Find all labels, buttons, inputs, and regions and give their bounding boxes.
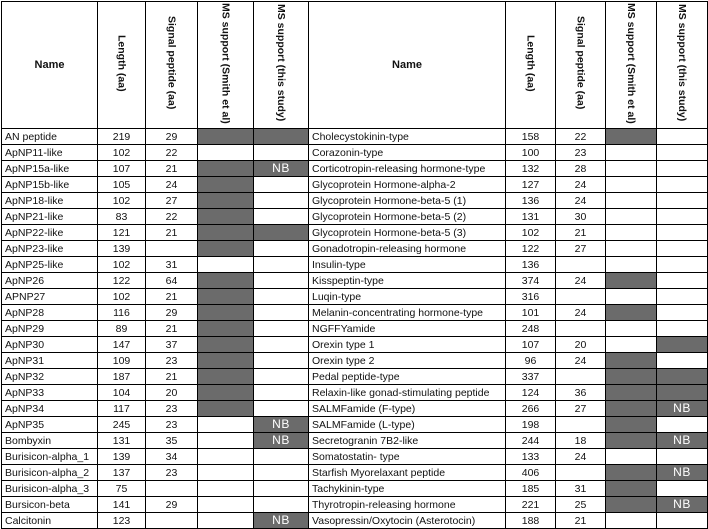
cell-name: Burisicon-alpha_3	[2, 481, 98, 497]
ms-this-indicator	[254, 129, 309, 145]
cell-length: 102	[98, 145, 146, 161]
cell-name: Glycoprotein Hormone-beta-5 (3)	[309, 225, 506, 241]
cell-signal: 21	[146, 321, 198, 337]
ms-smith-indicator	[198, 385, 254, 401]
cell-name: ApNP31	[2, 353, 98, 369]
cell-length: 147	[98, 337, 146, 353]
cell-length: 337	[506, 369, 556, 385]
cell-name: ApNP28	[2, 305, 98, 321]
ms-smith-indicator	[198, 337, 254, 353]
ms-smith-indicator	[606, 481, 657, 497]
ms-smith-indicator	[198, 449, 254, 465]
nb-label: NB	[272, 417, 290, 431]
table-body	[2, 129, 708, 529]
cell-name: ApNP30	[2, 337, 98, 353]
table-row	[2, 305, 708, 321]
cell-name: SALMFamide (F-type)	[309, 401, 506, 417]
cell-name: Glycoprotein Hormone-beta-5 (2)	[309, 209, 506, 225]
ms-this-indicator	[657, 289, 708, 305]
cell-signal: 27	[146, 193, 198, 209]
cell-name: Burisicon-alpha_2	[2, 465, 98, 481]
cell-name: ApNP15a-like	[2, 161, 98, 177]
cell-signal: 29	[146, 305, 198, 321]
ms-smith-indicator	[198, 241, 254, 257]
table-row	[2, 513, 708, 529]
cell-length: 116	[98, 305, 146, 321]
cell-signal	[556, 257, 606, 273]
ms-this-indicator	[254, 369, 309, 385]
cell-signal: 20	[146, 385, 198, 401]
cell-signal	[146, 513, 198, 529]
cell-length: 316	[506, 289, 556, 305]
table-row	[2, 369, 708, 385]
cell-name: Relaxin-like gonad-stimulating peptide	[309, 385, 506, 401]
ms-this-indicator	[657, 177, 708, 193]
cell-signal: 28	[556, 161, 606, 177]
ms-smith-indicator	[606, 145, 657, 161]
cell-length: 221	[506, 497, 556, 513]
cell-length: 101	[506, 305, 556, 321]
cell-name: ApNP29	[2, 321, 98, 337]
cell-name: Melanin-concentrating hormone-type	[309, 305, 506, 321]
ms-smith-indicator	[606, 513, 657, 529]
cell-signal: 23	[146, 417, 198, 433]
cell-signal: 24	[556, 177, 606, 193]
cell-signal: 27	[556, 401, 606, 417]
cell-name: Tachykinin-type	[309, 481, 506, 497]
ms-this-indicator	[657, 385, 708, 401]
cell-name: Orexin type 2	[309, 353, 506, 369]
cell-signal	[556, 289, 606, 305]
cell-name: Glycoprotein Hormone-alpha-2	[309, 177, 506, 193]
cell-signal	[556, 417, 606, 433]
cell-length: 124	[506, 385, 556, 401]
table-row	[2, 321, 708, 337]
cell-name: ApNP21-like	[2, 209, 98, 225]
ms-this-indicator	[657, 273, 708, 289]
cell-name: SALMFamide (L-type)	[309, 417, 506, 433]
cell-signal	[556, 465, 606, 481]
ms-smith-indicator	[198, 161, 254, 177]
cell-length: 131	[506, 209, 556, 225]
neuropeptide-table	[1, 1, 708, 529]
cell-length: 188	[506, 513, 556, 529]
cell-name: NGFFYamide	[309, 321, 506, 337]
cell-name: Secretogranin 7B2-like	[309, 433, 506, 449]
cell-length: 75	[98, 481, 146, 497]
cell-name: Burisicon-alpha_1	[2, 449, 98, 465]
ms-this-indicator	[254, 449, 309, 465]
cell-length: 244	[506, 433, 556, 449]
cell-length: 187	[98, 369, 146, 385]
cell-length: 107	[506, 337, 556, 353]
cell-length: 100	[506, 145, 556, 161]
cell-length: 245	[98, 417, 146, 433]
col-header-length: Length (aa)	[98, 2, 146, 129]
cell-signal: 18	[556, 433, 606, 449]
ms-this-indicator	[657, 497, 708, 513]
table-row	[2, 193, 708, 209]
cell-length: 122	[506, 241, 556, 257]
ms-this-indicator	[254, 225, 309, 241]
ms-this-indicator	[254, 241, 309, 257]
cell-length: 102	[98, 257, 146, 273]
ms-smith-indicator	[198, 481, 254, 497]
cell-length: 185	[506, 481, 556, 497]
cell-signal	[556, 369, 606, 385]
cell-length: 131	[98, 433, 146, 449]
ms-this-indicator	[657, 369, 708, 385]
cell-length: 266	[506, 401, 556, 417]
cell-signal: 29	[146, 497, 198, 513]
cell-signal: 24	[556, 273, 606, 289]
cell-name: Bombyxin	[2, 433, 98, 449]
cell-length: 102	[98, 193, 146, 209]
cell-length: 137	[98, 465, 146, 481]
cell-length: 133	[506, 449, 556, 465]
cell-name: ApNP22-like	[2, 225, 98, 241]
ms-this-indicator	[254, 289, 309, 305]
ms-this-indicator	[254, 177, 309, 193]
cell-signal: 21	[146, 225, 198, 241]
ms-smith-indicator	[606, 209, 657, 225]
ms-this-indicator	[254, 433, 309, 449]
cell-signal: 37	[146, 337, 198, 353]
table-row	[2, 481, 708, 497]
ms-smith-indicator	[606, 241, 657, 257]
cell-signal: 21	[146, 369, 198, 385]
cell-name: Corticotropin-releasing hormone-type	[309, 161, 506, 177]
nb-label: NB	[673, 465, 691, 479]
cell-signal: 23	[556, 145, 606, 161]
cell-signal: 24	[556, 305, 606, 321]
ms-smith-indicator	[198, 145, 254, 161]
cell-signal: 22	[146, 145, 198, 161]
cell-length: 105	[98, 177, 146, 193]
ms-smith-indicator	[606, 353, 657, 369]
cell-signal: 20	[556, 337, 606, 353]
cell-length: 122	[98, 273, 146, 289]
cell-length: 83	[98, 209, 146, 225]
ms-smith-indicator	[606, 193, 657, 209]
table-row	[2, 433, 708, 449]
ms-this-indicator	[254, 193, 309, 209]
ms-this-indicator	[657, 305, 708, 321]
ms-this-indicator	[657, 465, 708, 481]
table-row	[2, 289, 708, 305]
cell-name: Orexin type 1	[309, 337, 506, 353]
ms-smith-indicator	[198, 273, 254, 289]
cell-signal	[146, 241, 198, 257]
cell-signal: 27	[556, 241, 606, 257]
cell-signal: 29	[146, 129, 198, 145]
ms-this-indicator	[254, 401, 309, 417]
cell-signal: 31	[556, 481, 606, 497]
ms-this-indicator	[657, 401, 708, 417]
ms-smith-indicator	[198, 465, 254, 481]
cell-length: 127	[506, 177, 556, 193]
table-row	[2, 449, 708, 465]
table-row	[2, 161, 708, 177]
cell-length: 139	[98, 241, 146, 257]
nb-label: NB	[673, 433, 691, 447]
nb-label: NB	[272, 161, 290, 175]
ms-smith-indicator	[606, 305, 657, 321]
cell-length: 96	[506, 353, 556, 369]
cell-length: 219	[98, 129, 146, 145]
cell-name: Thyrotropin-releasing hormone	[309, 497, 506, 513]
ms-smith-indicator	[198, 209, 254, 225]
ms-smith-indicator	[606, 129, 657, 145]
ms-smith-indicator	[606, 385, 657, 401]
cell-length: 117	[98, 401, 146, 417]
cell-length: 136	[506, 257, 556, 273]
ms-smith-indicator	[198, 305, 254, 321]
cell-length: 109	[98, 353, 146, 369]
cell-name: Calcitonin	[2, 513, 98, 529]
cell-signal: 24	[556, 193, 606, 209]
table-row	[2, 241, 708, 257]
cell-length: 107	[98, 161, 146, 177]
cell-signal: 30	[556, 209, 606, 225]
nb-label: NB	[673, 401, 691, 415]
ms-smith-indicator	[198, 225, 254, 241]
cell-signal: 21	[146, 161, 198, 177]
table-row	[2, 401, 708, 417]
ms-smith-indicator	[198, 321, 254, 337]
ms-this-indicator	[657, 241, 708, 257]
ms-smith-indicator	[198, 129, 254, 145]
ms-this-indicator	[657, 145, 708, 161]
cell-name: ApNP35	[2, 417, 98, 433]
cell-name: ApNP34	[2, 401, 98, 417]
ms-this-indicator	[254, 465, 309, 481]
cell-length: 123	[98, 513, 146, 529]
cell-length: 248	[506, 321, 556, 337]
ms-this-indicator	[657, 353, 708, 369]
cell-length: 139	[98, 449, 146, 465]
col-header-ms-smith-2: MS support (Smith et al)	[606, 2, 657, 129]
nb-label: NB	[272, 433, 290, 447]
table-row	[2, 257, 708, 273]
cell-name: ApNP18-like	[2, 193, 98, 209]
cell-name: Bursicon-beta	[2, 497, 98, 513]
cell-signal: 21	[556, 513, 606, 529]
ms-smith-indicator	[198, 369, 254, 385]
ms-smith-indicator	[606, 225, 657, 241]
col-header-ms-this-2: MS support (this study)	[657, 2, 708, 129]
table-row	[2, 353, 708, 369]
ms-smith-indicator	[606, 337, 657, 353]
cell-signal: 21	[146, 289, 198, 305]
cell-signal	[556, 321, 606, 337]
cell-name: Glycoprotein Hormone-beta-5 (1)	[309, 193, 506, 209]
cell-name: ApNP11-like	[2, 145, 98, 161]
ms-smith-indicator	[606, 257, 657, 273]
table-row	[2, 209, 708, 225]
cell-name: Vasopressin/Oxytocin (Asterotocin)	[309, 513, 506, 529]
ms-smith-indicator	[606, 417, 657, 433]
ms-smith-indicator	[198, 353, 254, 369]
ms-this-indicator	[657, 161, 708, 177]
table-row	[2, 225, 708, 241]
cell-signal: 36	[556, 385, 606, 401]
table-row	[2, 385, 708, 401]
cell-signal: 35	[146, 433, 198, 449]
ms-smith-indicator	[606, 401, 657, 417]
col-header-name: Name	[2, 2, 98, 129]
table-row	[2, 417, 708, 433]
ms-this-indicator	[254, 481, 309, 497]
cell-name: ApNP23-like	[2, 241, 98, 257]
ms-this-indicator	[657, 321, 708, 337]
cell-signal: 34	[146, 449, 198, 465]
cell-signal: 24	[556, 449, 606, 465]
col-header-ms-smith: MS support (Smith et al)	[198, 2, 254, 129]
cell-signal: 31	[146, 257, 198, 273]
col-header-signal-2: Signal peptide (aa)	[556, 2, 606, 129]
ms-smith-indicator	[606, 449, 657, 465]
ms-smith-indicator	[606, 273, 657, 289]
ms-this-indicator	[657, 129, 708, 145]
ms-this-indicator	[254, 321, 309, 337]
ms-smith-indicator	[606, 465, 657, 481]
cell-signal: 22	[146, 209, 198, 225]
cell-signal: 22	[556, 129, 606, 145]
cell-signal: 23	[146, 401, 198, 417]
cell-name: APNP27	[2, 289, 98, 305]
ms-smith-indicator	[198, 257, 254, 273]
ms-this-indicator	[254, 145, 309, 161]
cell-signal	[146, 481, 198, 497]
cell-name: Corazonin-type	[309, 145, 506, 161]
table-row	[2, 497, 708, 513]
ms-smith-indicator	[198, 417, 254, 433]
cell-name: Gonadotropin-releasing hormone	[309, 241, 506, 257]
ms-smith-indicator	[606, 497, 657, 513]
cell-signal: 25	[556, 497, 606, 513]
ms-this-indicator	[657, 225, 708, 241]
table-row	[2, 177, 708, 193]
ms-this-indicator	[254, 257, 309, 273]
ms-this-indicator	[657, 481, 708, 497]
col-header-length-2: Length (aa)	[506, 2, 556, 129]
ms-smith-indicator	[606, 289, 657, 305]
cell-length: 102	[506, 225, 556, 241]
cell-name: Somatostatin- type	[309, 449, 506, 465]
cell-length: 198	[506, 417, 556, 433]
ms-this-indicator	[254, 513, 309, 529]
cell-name: AN peptide	[2, 129, 98, 145]
cell-signal: 23	[146, 353, 198, 369]
col-header-name-2: Name	[309, 2, 506, 129]
ms-this-indicator	[254, 497, 309, 513]
ms-smith-indicator	[606, 369, 657, 385]
cell-length: 89	[98, 321, 146, 337]
cell-length: 104	[98, 385, 146, 401]
ms-smith-indicator	[198, 497, 254, 513]
cell-name: Kisspeptin-type	[309, 273, 506, 289]
cell-name: Starfish Myorelaxant peptide	[309, 465, 506, 481]
ms-smith-indicator	[606, 177, 657, 193]
cell-length: 374	[506, 273, 556, 289]
ms-smith-indicator	[606, 321, 657, 337]
ms-smith-indicator	[198, 289, 254, 305]
nb-label: NB	[272, 513, 290, 527]
table-row	[2, 145, 708, 161]
ms-smith-indicator	[198, 177, 254, 193]
table-row	[2, 465, 708, 481]
cell-signal: 23	[146, 465, 198, 481]
ms-smith-indicator	[198, 401, 254, 417]
cell-length: 406	[506, 465, 556, 481]
cell-name: Cholecystokinin-type	[309, 129, 506, 145]
nb-label: NB	[673, 497, 691, 511]
cell-length: 132	[506, 161, 556, 177]
ms-this-indicator	[657, 257, 708, 273]
cell-length: 136	[506, 193, 556, 209]
ms-this-indicator	[254, 385, 309, 401]
ms-this-indicator	[657, 209, 708, 225]
cell-length: 141	[98, 497, 146, 513]
cell-name: Insulin-type	[309, 257, 506, 273]
cell-name: Pedal peptide-type	[309, 369, 506, 385]
ms-this-indicator	[254, 161, 309, 177]
header-row	[2, 2, 708, 129]
cell-name: ApNP33	[2, 385, 98, 401]
cell-length: 102	[98, 289, 146, 305]
ms-this-indicator	[254, 353, 309, 369]
cell-length: 158	[506, 129, 556, 145]
ms-this-indicator	[254, 305, 309, 321]
ms-smith-indicator	[606, 433, 657, 449]
cell-name: ApNP26	[2, 273, 98, 289]
col-header-ms-this: MS support (this study)	[254, 2, 309, 129]
col-header-signal: Signal peptide (aa)	[146, 2, 198, 129]
cell-name: Luqin-type	[309, 289, 506, 305]
ms-this-indicator	[657, 337, 708, 353]
cell-name: ApNP32	[2, 369, 98, 385]
cell-signal: 21	[556, 225, 606, 241]
ms-this-indicator	[254, 209, 309, 225]
ms-this-indicator	[657, 513, 708, 529]
ms-this-indicator	[254, 337, 309, 353]
ms-smith-indicator	[606, 161, 657, 177]
ms-this-indicator	[657, 433, 708, 449]
ms-smith-indicator	[198, 513, 254, 529]
table-row	[2, 273, 708, 289]
cell-signal: 24	[556, 353, 606, 369]
ms-smith-indicator	[198, 193, 254, 209]
ms-this-indicator	[657, 417, 708, 433]
ms-this-indicator	[657, 193, 708, 209]
ms-smith-indicator	[198, 433, 254, 449]
cell-signal: 24	[146, 177, 198, 193]
ms-this-indicator	[657, 449, 708, 465]
cell-name: ApNP15b-like	[2, 177, 98, 193]
ms-this-indicator	[254, 417, 309, 433]
cell-name: ApNP25-like	[2, 257, 98, 273]
table-row	[2, 129, 708, 145]
cell-length: 121	[98, 225, 146, 241]
ms-this-indicator	[254, 273, 309, 289]
table-row	[2, 337, 708, 353]
cell-signal: 64	[146, 273, 198, 289]
